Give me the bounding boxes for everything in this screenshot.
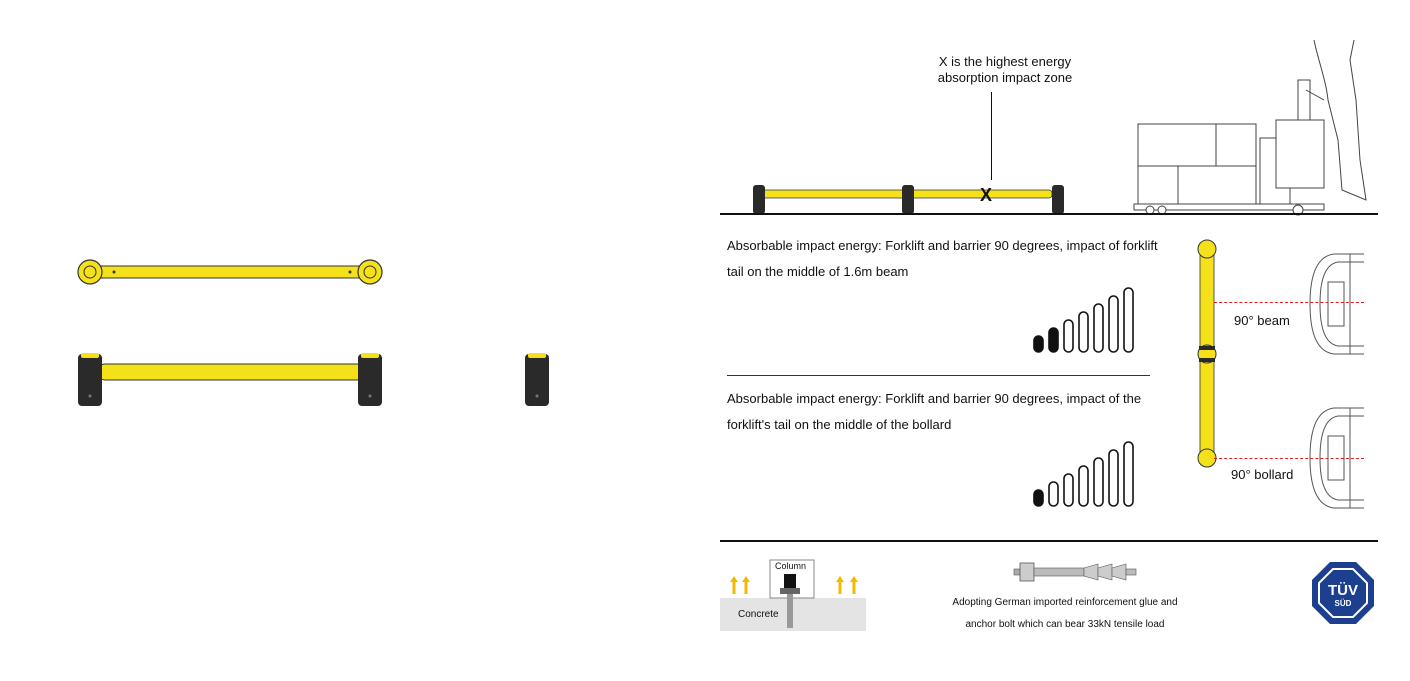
impact-pointer-line (991, 92, 992, 180)
sud-text: SÜD (1334, 599, 1352, 608)
energy-bar-1 (1034, 490, 1043, 506)
section1-line2: tail on the middle of 1.6m beam (727, 264, 909, 279)
energy-bar-5 (1094, 458, 1103, 506)
section1-line1: Absorbable impact energy: Forklift and barrier 90 degrees, impact of forklift (727, 238, 1158, 253)
energy-bar-4 (1079, 312, 1088, 352)
energy-bar-5 (1094, 304, 1103, 352)
forklift-rear-view-lower (1304, 406, 1366, 510)
energy-bar-1 (1034, 336, 1043, 352)
energy-bar-3 (1064, 320, 1073, 352)
tuv-text: TÜV (1328, 582, 1358, 599)
bollard-label: 90° bollard (1231, 467, 1294, 482)
concrete-label: Concrete (738, 609, 779, 620)
barrier-top-view (76, 256, 386, 288)
forklift-rear-view-upper (1304, 252, 1366, 356)
energy-bar-4 (1079, 466, 1088, 506)
impact-zone-line2: absorption impact zone (937, 70, 1073, 85)
bollard-side-view (524, 350, 550, 410)
anchor-bolt-icon (1012, 560, 1138, 584)
barrier-front-view (76, 350, 386, 410)
energy-bar-2 (1049, 328, 1058, 352)
anchor-caption (930, 592, 1200, 636)
column-label: Column (775, 561, 807, 571)
energy-bar-7 (1124, 288, 1133, 352)
impact-zone-line1: X is the highest energy (938, 54, 1072, 69)
energy-bars-beam (1030, 284, 1145, 356)
energy-bar-6 (1109, 296, 1118, 352)
energy-bar-6 (1109, 450, 1118, 506)
section2-line1: Absorbable impact energy: Forklift and barrier 90 degrees, impact of the (727, 391, 1142, 406)
anchor-line2: anchor bolt which can bear 33kN tensile load (965, 619, 1165, 630)
beam-label: 90° beam (1234, 313, 1290, 328)
barrier-elevation (750, 180, 1070, 216)
energy-bar-2 (1049, 482, 1058, 506)
impact-zone-caption (900, 54, 1110, 86)
x-impact-mark: X (980, 185, 993, 205)
energy-bar-7 (1124, 442, 1133, 506)
energy-bars-bollard (1030, 438, 1145, 510)
barrier-plan-view (1192, 238, 1222, 470)
ground-line (720, 213, 1378, 215)
tuv-sud-logo (1310, 560, 1376, 626)
footer-divider (720, 540, 1378, 542)
section1-text (727, 233, 1167, 285)
section2-text (727, 386, 1167, 438)
energy-bar-3 (1064, 474, 1073, 506)
anchor-line1: Adopting German imported reinforcement glue and (952, 597, 1178, 608)
section2-line2: forklift's tail on the middle of the bollard (727, 417, 952, 432)
forklift-illustration (1128, 40, 1378, 216)
section-divider (727, 375, 1150, 376)
